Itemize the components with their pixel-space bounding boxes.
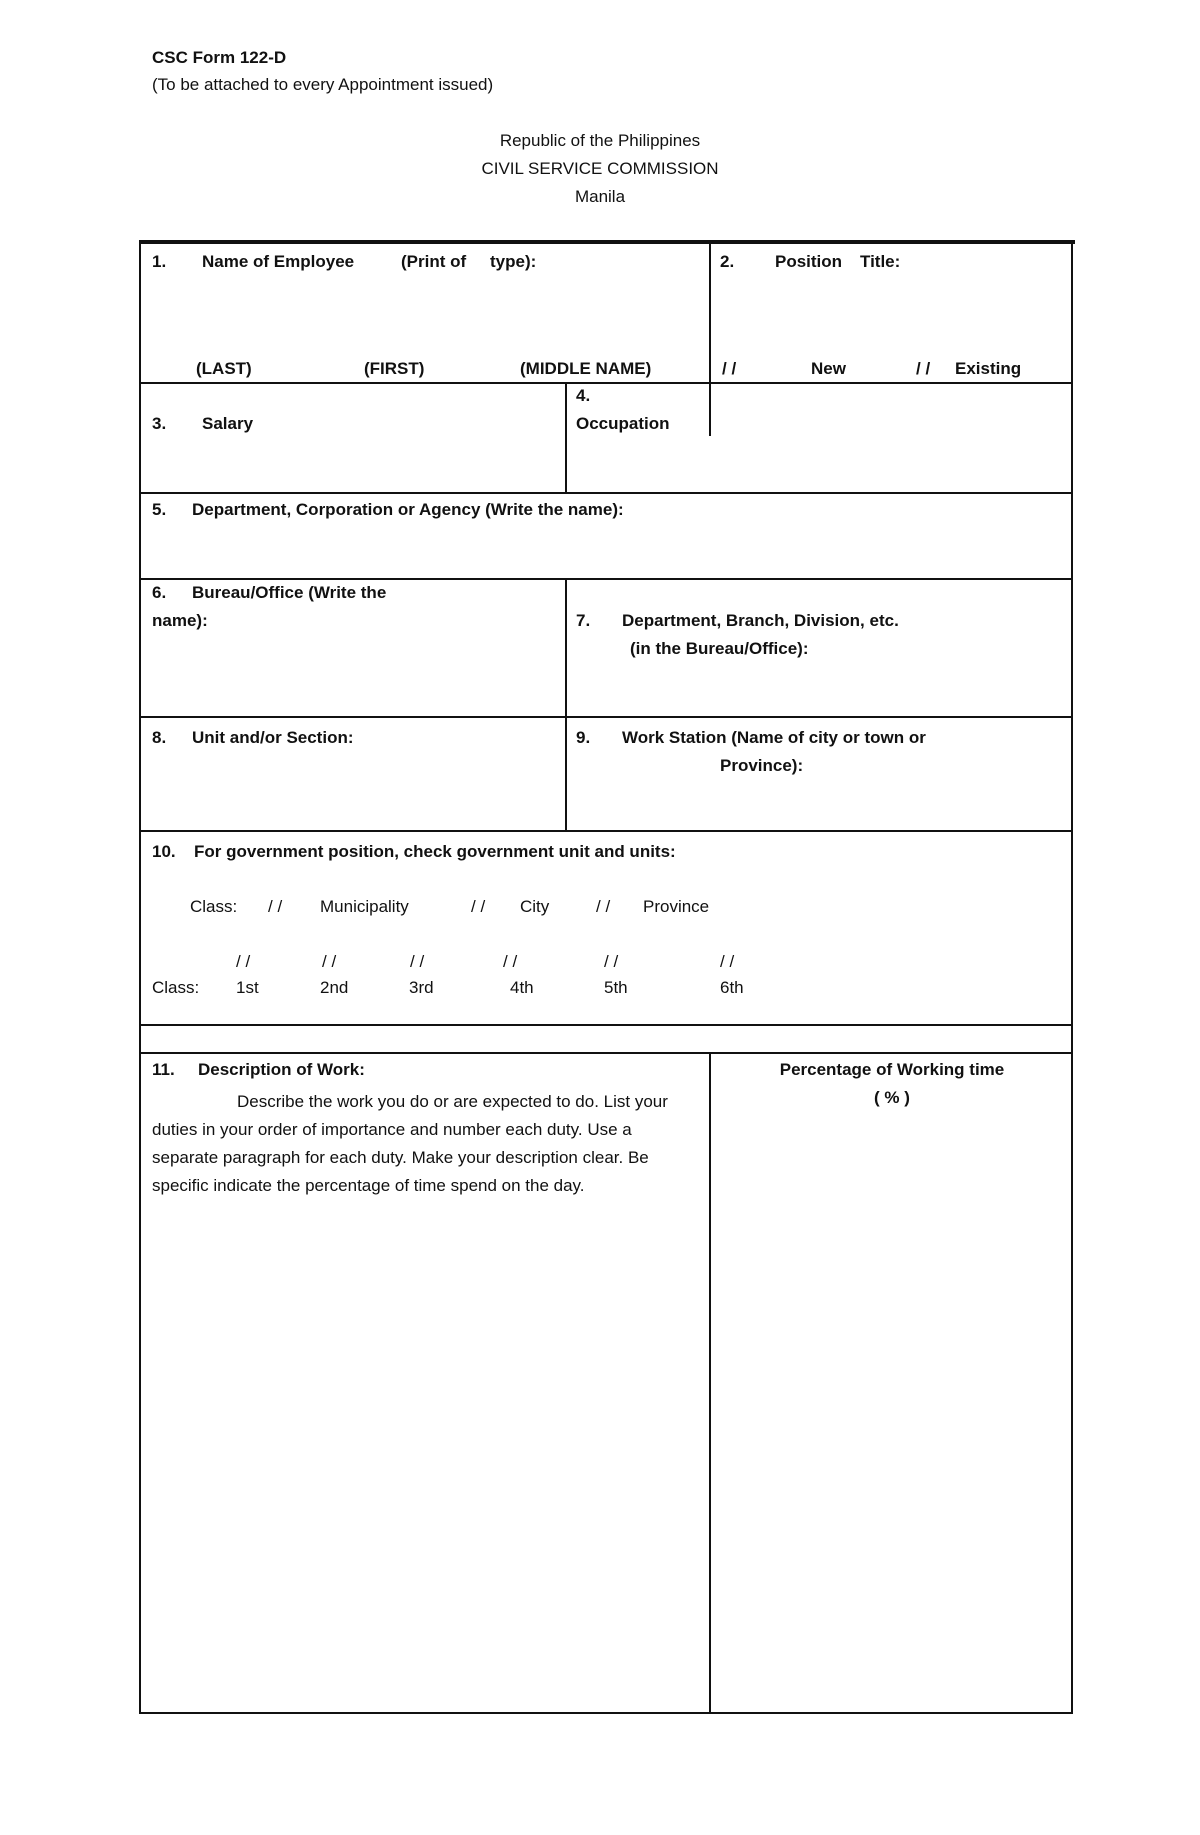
field-number-11: 11.: [152, 1060, 175, 1079]
field-number-1: 1.: [152, 252, 167, 271]
column-divider: [709, 1052, 711, 1714]
row-divider: [139, 492, 1073, 494]
bureau-label-line1: Bureau/Office (Write the: [192, 583, 387, 602]
column-divider: [709, 242, 711, 436]
class-4th-checkbox[interactable]: / /: [503, 952, 518, 971]
salary-label: Salary: [202, 414, 254, 433]
division-label-line1: Department, Branch, Division, etc.: [622, 611, 899, 630]
table-left-border: [139, 242, 141, 1714]
commission-heading: CIVIL SERVICE COMMISSION: [481, 159, 719, 178]
table-right-border: [1071, 242, 1073, 1714]
row-divider: [139, 830, 1073, 832]
column-divider: [565, 382, 567, 494]
last-name-caption: (LAST): [196, 359, 252, 378]
department-label: Department, Corporation or Agency (Write the name):: [192, 500, 624, 519]
field-number-7: 7.: [576, 611, 591, 630]
work-station-label-line2: Province):: [720, 756, 804, 775]
class-3rd-checkbox[interactable]: / /: [410, 952, 425, 971]
row-divider: [139, 716, 1073, 718]
percentage-unit: ( % ): [874, 1088, 910, 1107]
type-hint: type):: [490, 252, 537, 271]
class-3rd-label: 3rd: [409, 978, 434, 997]
city-option-label: City: [520, 897, 550, 916]
municipality-checkbox[interactable]: / /: [268, 897, 283, 916]
class-1st-label: 1st: [236, 978, 259, 997]
table-bottom-border: [139, 1712, 1073, 1714]
field-number-6: 6.: [152, 583, 167, 602]
new-checkbox[interactable]: / /: [722, 359, 737, 378]
class-4th-label: 4th: [510, 978, 534, 997]
bureau-label-line2: name):: [152, 611, 208, 630]
division-label-line2: (in the Bureau/Office):: [630, 639, 809, 658]
row-divider: [139, 578, 1073, 580]
municipality-label: Municipality: [320, 897, 409, 916]
middle-name-caption: (MIDDLE NAME): [520, 359, 652, 378]
city-heading: Manila: [574, 187, 626, 206]
form-note: (To be attached to every Appointment issued): [152, 75, 494, 94]
class-2nd-checkbox[interactable]: / /: [322, 952, 337, 971]
unit-label: Unit and/or Section:: [192, 728, 354, 747]
class-5th-checkbox[interactable]: / /: [604, 952, 619, 971]
row-divider: [139, 382, 1073, 384]
existing-option-label: Existing: [955, 359, 1022, 378]
new-option-label: New: [811, 359, 846, 378]
class-6th-label: 6th: [720, 978, 744, 997]
description-instructions: [152, 1088, 697, 1200]
class-1st-checkbox[interactable]: / /: [236, 952, 251, 971]
print-hint: (Print of: [401, 252, 467, 271]
province-option-label: Province: [643, 897, 710, 916]
republic-heading: Republic of the Philippines: [499, 131, 701, 150]
class-2nd-label: 2nd: [320, 978, 349, 997]
city-checkbox[interactable]: / /: [471, 897, 486, 916]
column-divider: [565, 578, 567, 832]
field-number-9: 9.: [576, 728, 591, 747]
existing-checkbox[interactable]: / /: [916, 359, 931, 378]
occupation-label: Occupation: [576, 414, 670, 433]
description-instructions-text: Describe the work you do or are expected to do. List your duties in your order of importance and number each duty. Use a separate paragraph for each duty. Make your description clear. Be specific indicate the percentage of time spend on the day.: [152, 1092, 668, 1195]
position-label: Position: [775, 252, 843, 271]
row-divider: [139, 1052, 1073, 1054]
field-number-3: 3.: [152, 414, 167, 433]
field-number-4: 4.: [576, 386, 591, 405]
form-code: CSC Form 122-D: [152, 48, 287, 67]
unit-class-label: Class:: [190, 897, 238, 916]
gov-unit-label: For government position, check government unit and units:: [194, 842, 676, 861]
percentage-label: Percentage of Working time: [779, 1060, 1005, 1079]
class-5th-label: 5th: [604, 978, 628, 997]
table-top-border: [139, 240, 1075, 244]
field-number-5: 5.: [152, 500, 167, 519]
name-label: Name of Employee: [202, 252, 355, 271]
field-number-10: 10.: [152, 842, 176, 861]
position-label-title: Title:: [860, 252, 901, 271]
work-station-label-line1: Work Station (Name of city or town or: [622, 728, 926, 747]
class-6th-checkbox[interactable]: / /: [720, 952, 735, 971]
class-label: Class:: [152, 978, 200, 997]
field-number-8: 8.: [152, 728, 167, 747]
first-name-caption: (FIRST): [364, 359, 425, 378]
description-label: Description of Work:: [198, 1060, 365, 1079]
field-number-2: 2.: [720, 252, 735, 271]
row-divider: [139, 1024, 1073, 1026]
province-checkbox[interactable]: / /: [596, 897, 611, 916]
